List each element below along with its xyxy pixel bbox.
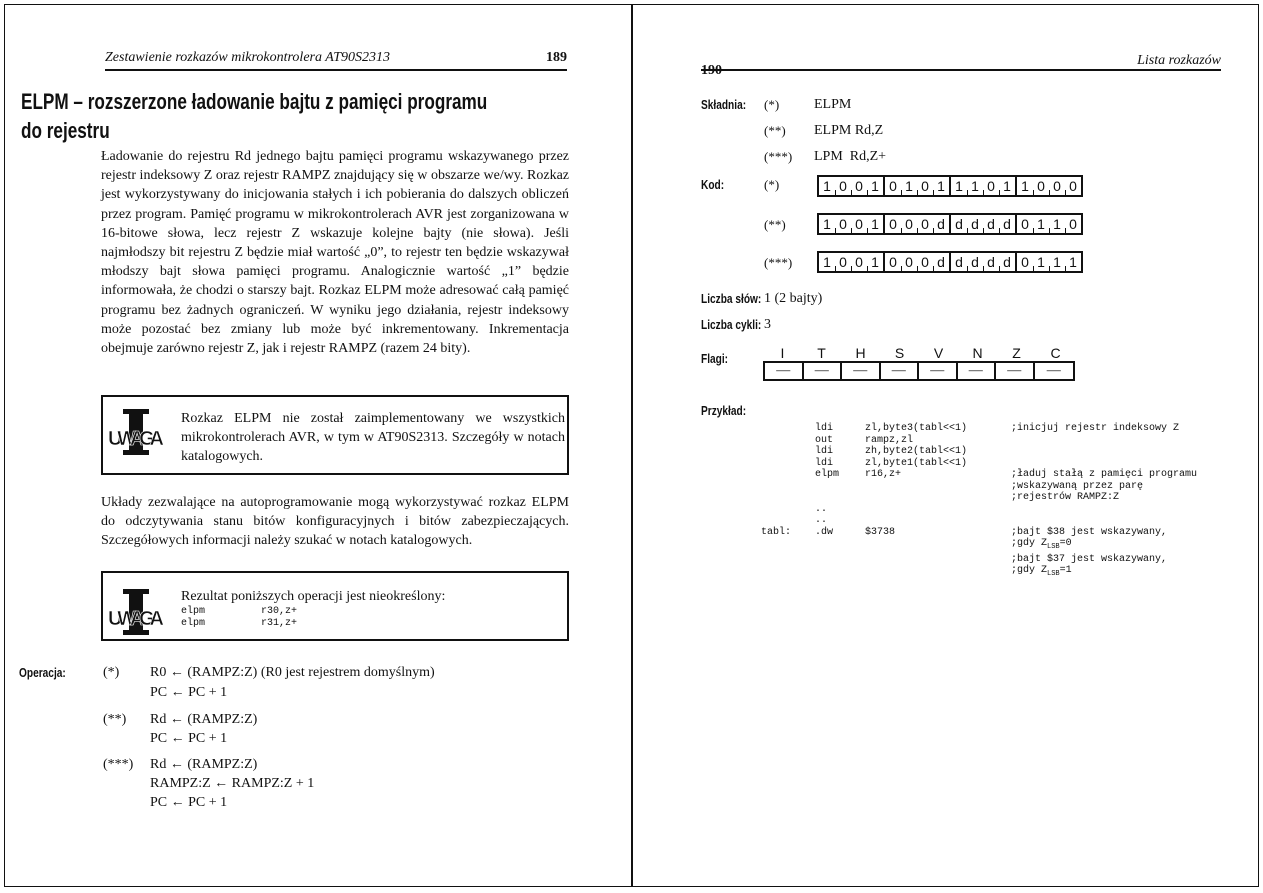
opcode-nibble [819, 215, 885, 233]
operation-line: R0 ← (RAMPZ:Z) (R0 jest rejestrem domyślnym) [150, 665, 435, 680]
opcode-bit: 1 [1021, 178, 1029, 194]
words-label: Liczba słów: [701, 291, 762, 306]
code-mark: (*) [764, 177, 780, 192]
code-operands [865, 565, 1011, 581]
flag-name-n: N [972, 345, 983, 361]
words-value: 1 (2 bajty) [764, 291, 823, 306]
opcode-bit: 0 [851, 177, 867, 195]
flags-table [763, 345, 1075, 381]
code-instr: elpm [815, 469, 840, 480]
syntax-text: ELPM [814, 97, 852, 112]
code-comment: ;ładuj stałą z pamięci programu [1011, 469, 1198, 480]
flag-name-z: Z [1012, 345, 1021, 361]
flag-value-v: — [919, 363, 958, 379]
opcode-bit: d [933, 215, 949, 233]
running-header [105, 49, 567, 71]
opcode-nibble [885, 215, 951, 233]
syntax-mark: (**) [764, 123, 786, 138]
code-instr [815, 565, 865, 581]
flag-names-row [763, 345, 1075, 361]
flag-values-row [763, 361, 1075, 381]
code-operands: $3738 [865, 526, 896, 538]
code-line [761, 492, 1221, 504]
code-label [761, 435, 815, 447]
uwaga-warning-icon [107, 589, 165, 635]
opcode-nibble [951, 215, 1017, 233]
opcode-bit: 0 [983, 177, 999, 195]
code-comment: ;inicjuj rejestr indeksowy Z [1011, 423, 1180, 434]
operation-line: PC ← PC + 1 [150, 795, 228, 810]
opcode-bit: 0 [1065, 215, 1081, 233]
code-instr: .. [815, 515, 828, 526]
code-operands: rampz,zl [865, 434, 914, 446]
flag-name-h: H [855, 345, 866, 361]
opcode-bit: d [983, 253, 999, 271]
code-operands: zh,byte2(tabl<<1) [865, 446, 968, 457]
opcode-bit: d [999, 215, 1015, 233]
opcode-bit: 1 [823, 254, 831, 270]
code-label [761, 446, 815, 458]
paragraph-2: Układy zezwalające na autoprogramowanie mogą wykorzystywać rozkaz ELPM do odczytywania stanu bitów konfiguracyjnych i bitów zabezpieczających. Szczegółowych informacji należy szukać w notach katalogowych. [101, 495, 569, 549]
opcode-bit: 0 [917, 177, 933, 195]
opcode-bit: d [967, 253, 983, 271]
code-comment: ;gdy $Z_{LSB}=1$ [1011, 565, 1072, 578]
running-header-title: Lista rozkazów [1137, 53, 1221, 68]
operation-line: Rd ← (RAMPZ:Z) [150, 757, 258, 772]
code-label [761, 481, 815, 493]
flag-value-c: — [1046, 363, 1061, 378]
cycles-value: 3 [764, 317, 771, 332]
opcode-bit: 1 [1033, 253, 1049, 271]
opcode-bit: 0 [1021, 254, 1029, 270]
syntax-label: Składnia: [701, 97, 747, 112]
opcode-bit: 0 [917, 253, 933, 271]
flag-name-t: T [817, 345, 826, 361]
code-operands [865, 481, 1011, 493]
opcode-nibble [951, 177, 1017, 195]
code-label [761, 504, 815, 516]
opcode-nibble [885, 177, 951, 195]
code-label [761, 458, 815, 470]
example-label: Przykład: [701, 403, 747, 418]
opcode-bit: 0 [1049, 177, 1065, 195]
uwaga-warning-icon [107, 409, 165, 455]
code-comment: ;bajt $37 jest wskazywany, [1011, 553, 1168, 565]
note-2-code-line: elpm r31,z+ [181, 618, 298, 630]
opcode-bit: 0 [851, 253, 867, 271]
opcode-bit: 1 [933, 177, 949, 195]
note-2-code [181, 606, 565, 630]
code-instr: out [815, 434, 834, 446]
syntax-mark: (***) [764, 149, 793, 164]
code-instr [815, 481, 865, 493]
code-line [761, 565, 1221, 581]
opcode-bit: d [983, 215, 999, 233]
syntax-mark: (*) [764, 97, 780, 112]
opcode-bit: 0 [901, 215, 917, 233]
code-line [761, 504, 1221, 516]
operation-line: Rd ← (RAMPZ:Z) [150, 712, 258, 727]
opcode-bit: 1 [823, 216, 831, 232]
page-number: 190 [701, 63, 722, 78]
operation-line: PC ← PC + 1 [150, 731, 228, 746]
code-line [761, 515, 1221, 527]
opcode-bit: 0 [917, 215, 933, 233]
opcode-nibble [819, 177, 885, 195]
code-instr: ldi [815, 457, 834, 469]
opcode-box [817, 213, 1083, 235]
operation-mark-2: (**) [103, 712, 127, 727]
code-instr: .dw [815, 526, 834, 538]
opcode-bit: 0 [889, 254, 897, 270]
opcode-bit: 1 [967, 177, 983, 195]
code-line [761, 469, 1221, 481]
flag-name-i: I [780, 345, 785, 361]
section-title-line-2: do rejestru [21, 118, 110, 143]
note-2-text: Rezultat poniższych operacji jest nieokreślony: [181, 589, 446, 604]
code-comment: ;gdy $Z_{LSB}=0$ [1011, 538, 1072, 551]
code-label [761, 565, 815, 581]
code-operands [865, 504, 1011, 516]
flag-value-s: — [881, 363, 920, 379]
opcode-bit: 0 [851, 215, 867, 233]
opcode-bit: 0 [1033, 177, 1049, 195]
opcode-bit: 1 [1033, 215, 1049, 233]
operation-label: Operacja: [19, 665, 66, 680]
opcode-nibble [951, 253, 1017, 271]
operation-line: PC ← PC + 1 [150, 685, 228, 700]
code-label [761, 423, 815, 435]
example-code-listing [761, 423, 1221, 581]
note-2-content [181, 587, 565, 630]
code-instr: ldi [815, 423, 834, 434]
syntax-text: ELPM Rd,Z [814, 123, 884, 138]
operation-mark-1: (*) [103, 665, 120, 680]
opcode-bit: 1 [999, 177, 1015, 195]
code-operands [865, 554, 1011, 566]
opcode-nibble [819, 253, 885, 271]
code-label: tabl: [761, 526, 792, 538]
opcode-bit: 1 [1049, 215, 1065, 233]
code-operands: r16,z+ [865, 469, 902, 480]
flag-value-t: — [804, 363, 843, 379]
cycles-label: Liczba cykli: [701, 317, 762, 332]
opcode-bit: 0 [1065, 177, 1081, 195]
opcode-box [817, 251, 1083, 273]
code-label: Kod: [701, 177, 725, 192]
code-operands [865, 538, 1011, 554]
code-line [761, 446, 1221, 458]
operation-line: RAMPZ:Z ← RAMPZ:Z + 1 [150, 776, 315, 791]
opcode-box [817, 175, 1083, 197]
code-mark: (**) [764, 217, 786, 232]
code-comment: ;rejestrów RAMPZ:Z [1011, 492, 1120, 503]
code-instr [815, 554, 865, 566]
note-1-text: Rozkaz ELPM nie został zaimplementowany we wszystkich mikrokontrolerach AVR, w tym w AT90S2313. Szczegóły w notach katalogowych. [181, 411, 565, 465]
opcode-bit: d [967, 215, 983, 233]
flag-name-v: V [933, 345, 944, 361]
code-operands [865, 492, 1011, 504]
flag-name-c: C [1050, 345, 1061, 361]
opcode-nibble [1017, 177, 1081, 195]
uwaga-logo-text: UWAGA [108, 428, 164, 450]
code-instr: ldi [815, 446, 834, 457]
code-operands: zl,byte1(tabl<<1) [865, 457, 968, 469]
code-label [761, 554, 815, 566]
section-title [21, 87, 621, 145]
uwaga-logo-text: UWAGA [108, 608, 164, 630]
code-instr [815, 492, 865, 504]
flag-value-z: — [996, 363, 1035, 379]
code-label [761, 538, 815, 554]
note-2-code-line: elpm r30,z+ [181, 606, 298, 618]
code-mark: (***) [764, 255, 793, 270]
running-header-title: Zestawienie rozkazów mikrokontrolera AT90S2313 [105, 50, 391, 65]
flag-name-s: S [894, 345, 905, 361]
opcode-bit: 1 [1065, 253, 1081, 271]
opcode-bit: 0 [889, 216, 897, 232]
page-number: 189 [546, 50, 567, 65]
opcode-bit: 1 [1049, 253, 1065, 271]
opcode-bit: 1 [867, 177, 883, 195]
flag-value-n: — [958, 363, 997, 379]
code-comment: ;wskazywaną przez parę [1011, 480, 1144, 492]
code-line [761, 554, 1221, 566]
running-header [701, 49, 1221, 78]
code-instr: .. [815, 503, 828, 515]
operation-mark-3: (***) [103, 757, 134, 772]
flag-value-i: — [765, 363, 804, 379]
flag-value-h: — [842, 363, 881, 379]
opcode-bit: 0 [901, 253, 917, 271]
opcode-bit: 0 [835, 177, 851, 195]
code-line [761, 527, 1221, 539]
opcode-nibble [1017, 215, 1081, 233]
opcode-bit: 0 [889, 178, 897, 194]
opcode-bit: d [933, 253, 949, 271]
code-line [761, 481, 1221, 493]
opcode-nibble [885, 253, 951, 271]
code-label [761, 492, 815, 504]
opcode-bit: 0 [1021, 216, 1029, 232]
opcode-bit: 1 [823, 178, 831, 194]
opcode-bit: d [955, 254, 963, 270]
code-instr [815, 538, 865, 554]
note-box-2 [101, 571, 569, 641]
section-title-line-1: ELPM – rozszerzone ładowanie bajtu z pamięci programu [21, 89, 488, 114]
opcode-bit: 0 [835, 215, 851, 233]
right-page [632, 4, 1259, 887]
opcode-bit: 1 [955, 178, 963, 194]
note-box-1 [101, 395, 569, 475]
code-label [761, 515, 815, 527]
code-operands: zl,byte3(tabl<<1) [865, 423, 968, 434]
left-page [4, 4, 632, 887]
opcode-bit: d [999, 253, 1015, 271]
intro-paragraph: Ładowanie do rejestru Rd jednego bajtu pamięci programu wskazywanego przez rejestr indeksowy Z oraz rejestr RAMPZ znajdujący się w obszarze we/wy. Rozkaz jest wykorzystywany do inicjowania stałych i ich pobierania do dalszych obliczeń przez program. Pamięć programu w mikrokontrolerach AVR jest zorganizowana w 16-bitowe słowa, lecz rejestr Z wskazuje kolejne bajty (nie słowa). Jeśli najmłodszy bit rejestru Z będzie miał wartość „0”, to rejestr ten będzie wskazywał młodszy bajt słowa pamięci programu. Analogicznie wartość „1” będzie informowała, że chodzi o starszy bajt. Rozkaz ELPM może adresować całą pamięć programu bez żadnych ograniczeń. W wyniku jego działania, rejestr indeksowy może pozostać bez zmiany lub może być inkrementowany. Inkrementacja obejmuje zarówno rejestr Z, jak i rejestr RAMPZ (razem 24 bity). [101, 149, 569, 357]
code-line [761, 435, 1221, 447]
code-comment: ;bajt $38 jest wskazywany, [1011, 526, 1168, 538]
code-line [761, 423, 1221, 435]
opcode-bit: d [955, 216, 963, 232]
opcode-bit: 1 [867, 215, 883, 233]
opcode-bit: 0 [835, 253, 851, 271]
code-label [761, 469, 815, 481]
flags-label: Flagi: [701, 351, 729, 366]
code-line [761, 538, 1221, 554]
code-operands [865, 515, 1011, 527]
syntax-text: LPM Rd,Z+ [814, 149, 887, 164]
code-line [761, 458, 1221, 470]
opcode-nibble [1017, 253, 1081, 271]
opcode-bit: 1 [901, 177, 917, 195]
opcode-bit: 1 [867, 253, 883, 271]
